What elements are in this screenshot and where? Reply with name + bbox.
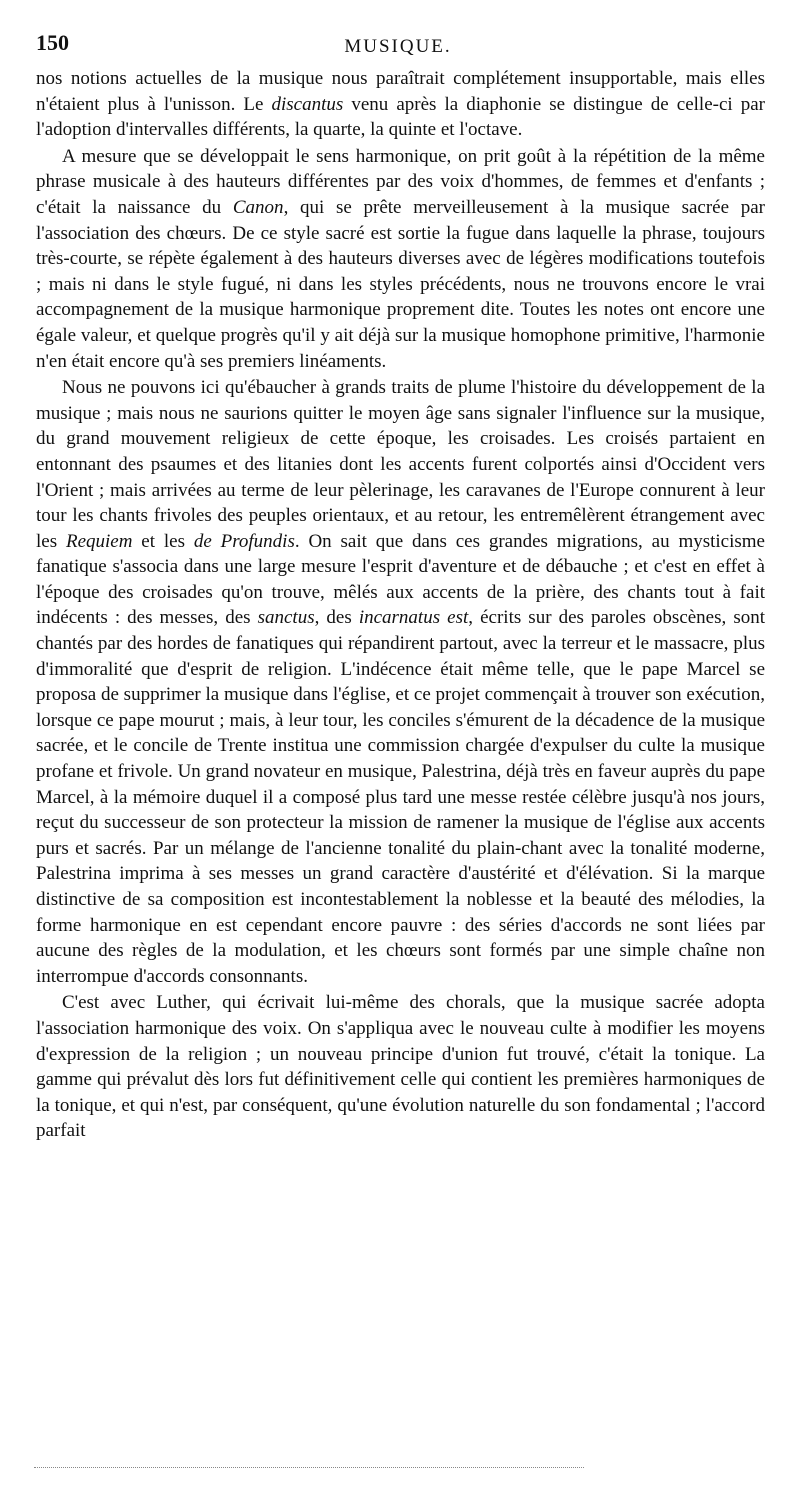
- text-run: C'est avec Luther, qui écrivait lui-même des chorals, que la musique sacrée adopta l'association harmonique des voix. On s'appliqua avec le nouveau culte à modifier les moyens d'expression de la religion ; un nouveau principe d'union fut trouvé, c'était la tonique. La gamme qui prévalut dès lors fut définitivement celle qui contient les premières harmoniques de la tonique, et qui n'est, par conséquent, qu'une évolution naturelle du son fondamental ; l'accord parfait: [36, 992, 765, 1142]
- text-run: . On sait que dans ces grandes migrations, au mysticisme fanatique s'associa dans une large mesure l'esprit d'aventure et de débauche ; et c'est en effet à l'époque des croisades qu'on trouve, mêlés aux accents de la prière, des chants tout à fait indécents : des messes, des: [36, 530, 765, 629]
- paragraph: [36, 144, 765, 374]
- italic-term: de Profundis: [193, 530, 295, 552]
- text-run: nos notions actuelles de la musique nous paraîtrait complétement insupportable, mais elles n'étaient plus à l'unisson. Le: [36, 68, 765, 115]
- page-header: [36, 24, 760, 64]
- text-run: , écrits sur des paroles obscènes, sont chantés par des hordes de fanatiques qui répandirent partout, avec la terreur et le massacre, plus d'immoralité que d'esprit de religion. L'indécence était même telle, que le pape Marcel se proposa de supprimer la musique dans l'église, et ce projet commençait à trouver son exécution, lorsque ce pape mourut ; mais, à leur tour, les conciles s'émurent de la décadence de la musique sacrée, et le concile de Trente institua une commission chargée d'expulser du culte la musique profane et frivole. Un grand novateur en musique, Palestrina, déjà très en faveur auprès du pape Marcel, à la mémoire duquel il a composé plus tard une messe restée célèbre jusqu'à nos jours, reçut du successeur de son protecteur la mission de ramener la musique de l'église aux accents purs et sacrés. Par un mélange de l'ancienne tonalité du plain-chant avec la tonalité moderne, Palestrina imprima à ses messes un grand caractère d'austérité et d'élévation. Si la marque distinctive de sa composition est incontestablement la noblesse et la beauté des mélodies, la forme harmonique en est cependant encore pauvre : des séries d'accords ne sont liées par aucune des règles de la modulation, et les chœurs sont formés par une simple chaîne non interrompue d'accords consonnants.: [36, 607, 766, 987]
- italic-term: Requiem: [65, 530, 133, 552]
- footer-rule: [34, 1467, 584, 1468]
- running-title: MUSIQUE.: [344, 36, 452, 57]
- paragraph: [36, 990, 765, 1144]
- text-run: , qui se prête merveilleusement à la musique sacrée par l'association des chœurs. De ce style sacré est sortie la fugue dans laquelle la phrase, toujours très-courte, se répète également à des hauteurs diverses avec de légères modifications toutefois ; mais ni dans le style fugué, ni dans les styles précédents, nous ne trouvons encore le vrai accompagnement de la musique harmonique proprement dite. Toutes les notes ont encore une égale valeur, et quelque progrès qu'il y ait déjà sur la musique homophone primitive, l'harmonie n'en était encore qu'à ses premiers linéaments.: [36, 196, 765, 372]
- text-run: venu après la diaphonie se distingue de celle-ci par l'adoption d'intervalles différents, la quarte, la quinte et l'octave.: [36, 93, 765, 141]
- paragraph: [36, 66, 765, 143]
- italic-term: incarnatus est: [358, 607, 469, 629]
- text-run: A mesure que se développait le sens harmonique, on prit goût à la répétition de la même phrase musicale à des hauteurs différentes par des voix d'hommes, de femmes et d'enfants ; c'était la naissance du: [36, 145, 765, 218]
- text-run: et les: [132, 530, 194, 552]
- paragraph: [36, 375, 765, 989]
- text-run: , des: [314, 607, 359, 629]
- body-text: [36, 66, 765, 1144]
- italic-term: sanctus: [257, 607, 315, 629]
- text-run: Nous ne pouvons ici qu'ébaucher à grands traits de plume l'histoire du développement de la musique ; mais nous ne saurions quitter le moyen âge sans signaler l'influence sur la musique, du grand mouvement religieux de cette époque, les croisades. Les croisés partaient en entonnant des psaumes et des litanies dont les accents furent colportés ainsi d'Occident vers l'Orient ; mais arrivées au terme de leur pèlerinage, les caravanes de l'Europe connurent à leur tour les chants frivoles des peuples orientaux, et au retour, les entremêlèrent étrangement avec les: [36, 377, 765, 552]
- italic-term: discantus: [271, 93, 344, 115]
- page-number: 150: [36, 30, 69, 55]
- italic-term: Canon: [232, 196, 284, 218]
